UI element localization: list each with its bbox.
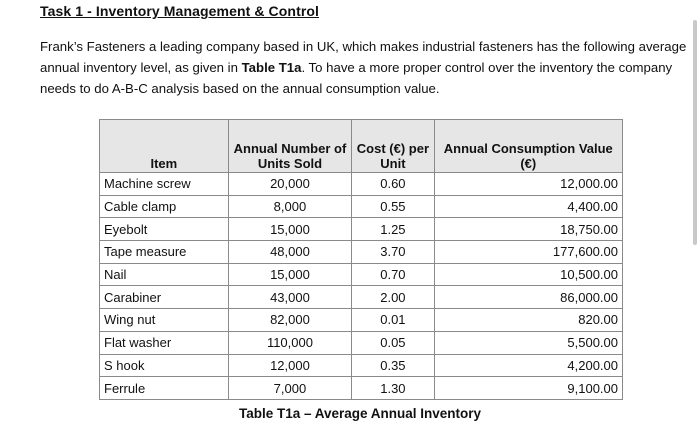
header-cost-per-unit: Cost (€) per Unit [352,120,434,173]
table-row [100,173,623,196]
cell-units-sold: 8,000 [228,195,352,218]
table-row [100,195,623,218]
cell-cost-per-unit: 0.01 [352,309,434,332]
vertical-scrollbar[interactable] [693,20,697,245]
cell-consumption-value: 18,750.00 [434,218,622,241]
cell-consumption-value: 4,200.00 [434,354,622,377]
table-row [100,218,623,241]
cell-item: Cable clamp [100,195,229,218]
header-units-sold: Annual Number of Units Sold [228,120,352,173]
header-consumption-value: Annual Consumption Value (€) [434,120,622,173]
table-row [100,309,623,332]
cell-cost-per-unit: 1.30 [352,377,434,400]
intro-paragraph [40,36,690,99]
cell-item: Carabiner [100,286,229,309]
intro-text-before: Frank’s Fasteners a leading company based in UK, which makes industrial fasteners has the following average annual inventory level, as given in [40,39,687,75]
cell-cost-per-unit: 1.25 [352,218,434,241]
table-row [100,331,623,354]
cell-item: Wing nut [100,309,229,332]
cell-cost-per-unit: 0.70 [352,263,434,286]
cell-item: Ferrule [100,377,229,400]
inventory-table [99,119,623,400]
cell-units-sold: 43,000 [228,286,352,309]
cell-units-sold: 48,000 [228,241,352,264]
cell-cost-per-unit: 0.55 [352,195,434,218]
cell-units-sold: 20,000 [228,173,352,196]
cell-consumption-value: 9,100.00 [434,377,622,400]
cell-units-sold: 110,000 [228,331,352,354]
cell-units-sold: 7,000 [228,377,352,400]
cell-units-sold: 15,000 [228,263,352,286]
cell-units-sold: 15,000 [228,218,352,241]
cell-item: Nail [100,263,229,286]
table-row [100,286,623,309]
cell-consumption-value: 4,400.00 [434,195,622,218]
cell-item: Eyebolt [100,218,229,241]
task-heading: Task 1 - Inventory Management & Control [40,3,320,19]
cell-consumption-value: 10,500.00 [434,263,622,286]
cell-item: Flat washer [100,331,229,354]
header-item: Item [100,120,229,173]
table-row [100,241,623,264]
table-row [100,263,623,286]
cell-item: S hook [100,354,229,377]
table-row [100,377,623,400]
cell-cost-per-unit: 2.00 [352,286,434,309]
intro-text-after: . To have a more proper control over the inventory the company needs to do A-B-C analysis based on the annual consumption value. [40,60,673,96]
cell-units-sold: 82,000 [228,309,352,332]
cell-consumption-value: 820.00 [434,309,622,332]
cell-consumption-value: 12,000.00 [434,173,622,196]
cell-consumption-value: 177,600.00 [434,241,622,264]
cell-cost-per-unit: 3.70 [352,241,434,264]
cell-cost-per-unit: 0.60 [352,173,434,196]
table-caption: Table T1a – Average Annual Inventory [238,406,482,421]
cell-consumption-value: 86,000.00 [434,286,622,309]
cell-units-sold: 12,000 [228,354,352,377]
table-header-row [100,120,623,173]
cell-item: Tape measure [100,241,229,264]
intro-table-ref: Table T1a [241,60,302,75]
cell-consumption-value: 5,500.00 [434,331,622,354]
cell-cost-per-unit: 0.05 [352,331,434,354]
cell-item: Machine screw [100,173,229,196]
table-row [100,354,623,377]
cell-cost-per-unit: 0.35 [352,354,434,377]
table-body [100,173,623,400]
